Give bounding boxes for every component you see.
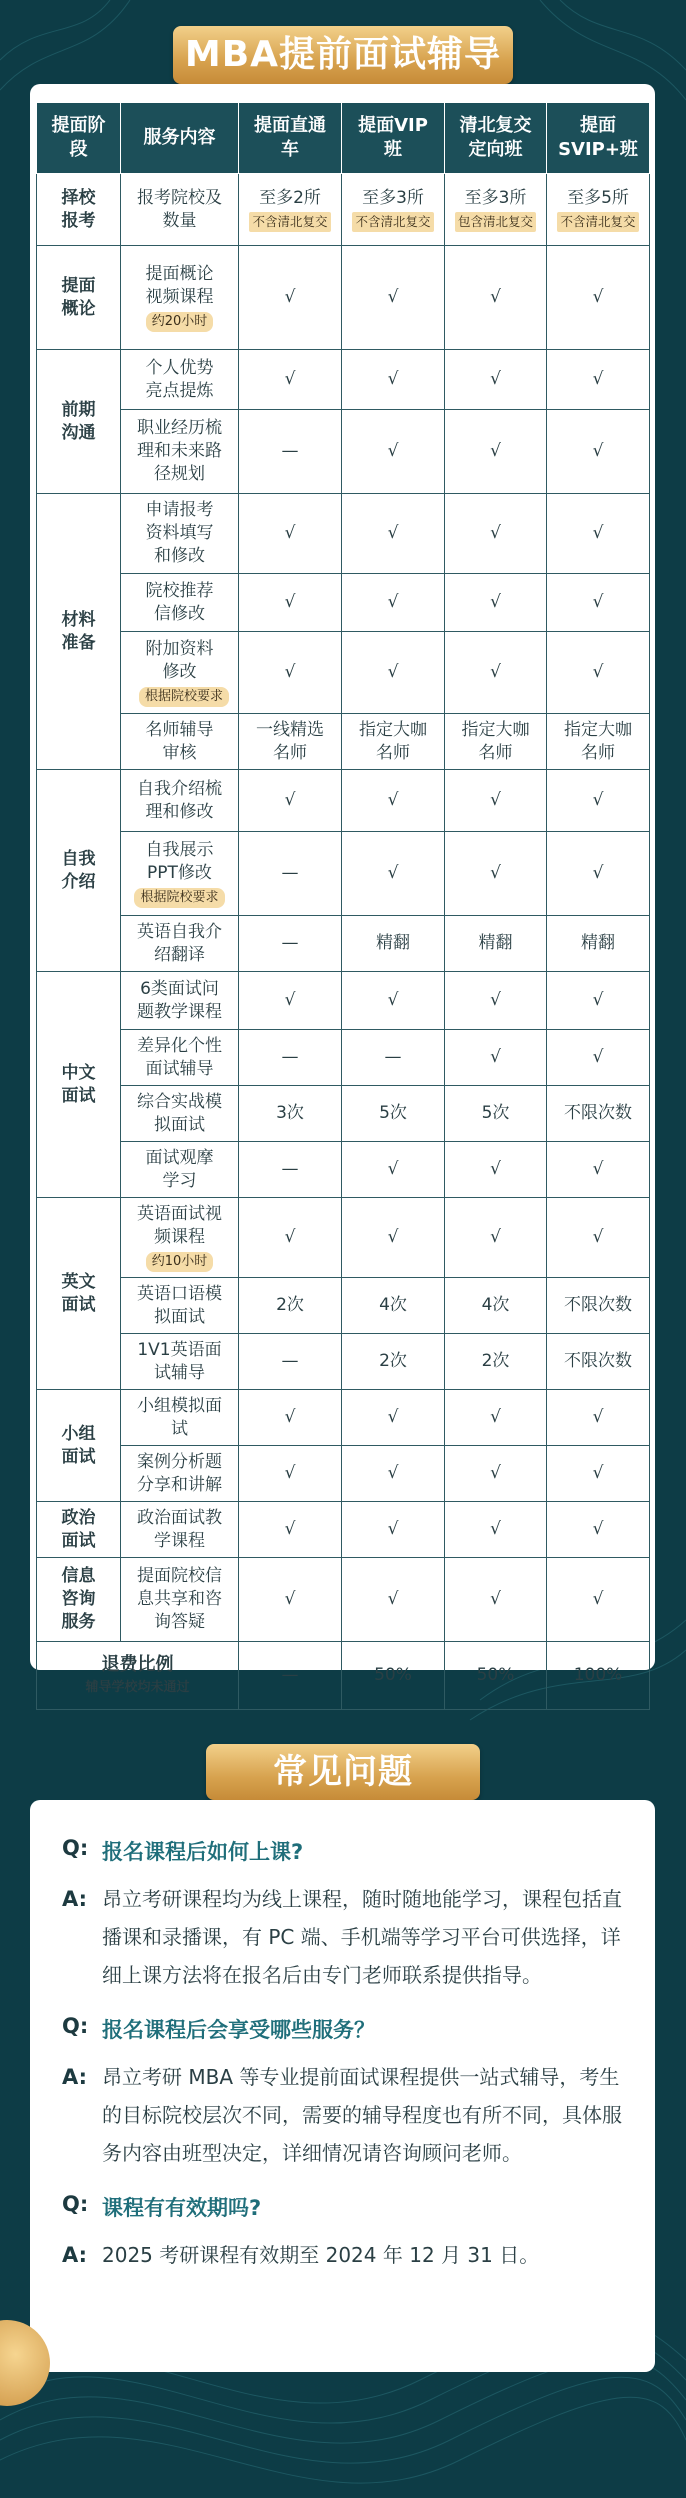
plan-cell: √	[445, 1198, 547, 1278]
service-tag: 根据院校要求	[139, 687, 229, 707]
answer-text: 昂立考研 MBA 等专业提前面试课程提供一站式辅导，考生的目标院校层次不同，需要的辅导程度也有所不同，具体服务内容由班型决定，详细情况请咨询顾问老师。	[102, 2065, 622, 2165]
service-tag: 约20小时	[146, 312, 214, 332]
question-text: 报名课程后如何上课?	[102, 1840, 304, 1864]
faq-answer	[62, 2058, 632, 2172]
plan-cell: —	[239, 1334, 342, 1390]
plan-cell: √	[445, 494, 547, 574]
plan-cell	[445, 174, 547, 246]
service-label: 职业经历梳理和未来路径规划	[137, 418, 222, 484]
plan-cell: √	[547, 1502, 650, 1558]
stage-label: 小组面试	[37, 1390, 121, 1502]
header-plan-basic: 提面直通车	[239, 103, 342, 174]
stage-label: 信息咨询服务	[37, 1558, 121, 1642]
stage-label: 提面概论	[37, 246, 121, 350]
plan-cell: √	[342, 972, 445, 1030]
service-label: 提面院校信息共享和咨询答疑	[137, 1566, 222, 1632]
faq-list	[62, 1836, 632, 2294]
plan-cell: √	[445, 574, 547, 632]
service-label: 英语面试视频课程	[137, 1204, 222, 1247]
page-title: MBA提前面试辅导	[184, 34, 502, 75]
plan-cell: √	[445, 1030, 547, 1086]
plan-cell: √	[445, 972, 547, 1030]
service-label: 政治面试教学课程	[137, 1507, 222, 1551]
plan-cell: √	[239, 574, 342, 632]
plan-cell	[547, 174, 650, 246]
stage-label: 英文面试	[37, 1198, 121, 1390]
service-label: 报考院校及数量	[121, 174, 239, 246]
plan-cell: √	[547, 1390, 650, 1446]
cell-tag: 包含清北复交	[455, 212, 536, 232]
plan-cell: √	[342, 246, 445, 350]
plan-cell: 不限次数	[547, 1334, 650, 1390]
service-item	[121, 1446, 239, 1502]
plan-cell: —	[239, 832, 342, 916]
question-key: Q:	[62, 1836, 89, 1860]
table-row	[37, 1558, 650, 1642]
plan-cell: √	[445, 410, 547, 494]
plan-cell: √	[445, 1446, 547, 1502]
faq-question	[62, 1836, 632, 1866]
table-row-refund	[37, 1642, 650, 1710]
plan-cell: √	[445, 770, 547, 832]
plan-cell: √	[445, 246, 547, 350]
plan-cell: √	[547, 1446, 650, 1502]
service-label: 面试观摩学习	[145, 1147, 214, 1191]
plan-cell: √	[239, 246, 342, 350]
plan-cell: 4次	[342, 1278, 445, 1334]
plan-cell: √	[342, 410, 445, 494]
plan-cell: √	[239, 1390, 342, 1446]
plan-cell: 指定大咖名师	[342, 714, 445, 770]
plan-cell: √	[342, 574, 445, 632]
service-item	[121, 916, 239, 972]
table-row	[37, 770, 650, 832]
table-row	[37, 1142, 650, 1198]
plan-cell: 5次	[342, 1086, 445, 1142]
table-row	[37, 246, 650, 350]
plan-cell: √	[547, 1030, 650, 1086]
service-tag: 根据院校要求	[134, 888, 224, 908]
cell-tag: 不含清北复交	[249, 212, 330, 232]
service-label: 差异化个性面试辅导	[137, 1035, 222, 1079]
service-tag: 约10小时	[146, 1252, 214, 1272]
header-plan-tsinghua: 清北复交定向班	[445, 103, 547, 174]
service-label: 综合实战模拟面试	[137, 1091, 222, 1135]
service-item	[121, 246, 239, 350]
service-label: 附加资料修改	[145, 639, 214, 682]
question-key: Q:	[62, 2192, 89, 2216]
cell-value: 至多5所	[567, 187, 629, 208]
plan-cell: √	[445, 350, 547, 410]
question-key: Q:	[62, 2014, 89, 2038]
plan-cell: 5次	[445, 1086, 547, 1142]
plan-cell: √	[342, 1502, 445, 1558]
service-item	[121, 832, 239, 916]
plan-cell: √	[342, 1446, 445, 1502]
plan-cell: 精翻	[547, 916, 650, 972]
service-item	[121, 1198, 239, 1278]
service-item	[121, 714, 239, 770]
service-item	[121, 770, 239, 832]
plan-cell	[239, 174, 342, 246]
table-row	[37, 1030, 650, 1086]
plan-cell: √	[445, 832, 547, 916]
plan-cell: √	[445, 1142, 547, 1198]
plan-cell: √	[239, 632, 342, 714]
plan-cell: —	[342, 1030, 445, 1086]
plan-cell: √	[445, 1558, 547, 1642]
plan-cell: √	[342, 494, 445, 574]
plan-cell: 指定大咖名师	[445, 714, 547, 770]
plan-cell: 指定大咖名师	[547, 714, 650, 770]
answer-key: A:	[62, 1887, 88, 1911]
refund-cell: —	[239, 1642, 342, 1710]
header-service: 服务内容	[121, 103, 239, 174]
plan-cell: √	[342, 1142, 445, 1198]
table-row	[37, 916, 650, 972]
service-label: 申请报考资料填写和修改	[145, 500, 214, 566]
plan-cell: √	[547, 632, 650, 714]
plan-cell: 3次	[239, 1086, 342, 1142]
plan-cell: 4次	[445, 1278, 547, 1334]
table-row	[37, 410, 650, 494]
plan-cell: √	[547, 1558, 650, 1642]
table-row	[37, 494, 650, 574]
plan-cell: √	[547, 972, 650, 1030]
faq-question	[62, 2192, 632, 2222]
stage-label: 自我介绍	[37, 770, 121, 972]
plan-cell: √	[445, 1390, 547, 1446]
service-item	[121, 574, 239, 632]
service-label: 6类面试问题教学课程	[137, 978, 222, 1022]
refund-cell: 50%	[342, 1642, 445, 1710]
table-row	[37, 574, 650, 632]
comparison-card	[30, 84, 655, 1695]
service-label: 院校推荐信修改	[145, 580, 214, 624]
cell-tag: 不含清北复交	[352, 212, 433, 232]
plan-cell: √	[342, 1390, 445, 1446]
plan-cell: √	[342, 632, 445, 714]
plan-cell: 不限次数	[547, 1278, 650, 1334]
plan-cell: √	[547, 246, 650, 350]
plan-cell: √	[342, 770, 445, 832]
plan-cell: √	[445, 1502, 547, 1558]
service-label: 自我介绍梳理和修改	[137, 778, 222, 822]
table-row	[37, 972, 650, 1030]
table-header-row	[37, 103, 650, 174]
plan-cell: 2次	[239, 1278, 342, 1334]
faq-title: 常见问题	[273, 1752, 413, 1792]
plan-cell: √	[547, 770, 650, 832]
plan-cell: √	[547, 350, 650, 410]
table-row	[37, 1334, 650, 1390]
plan-cell: 不限次数	[547, 1086, 650, 1142]
plan-cell: √	[547, 574, 650, 632]
service-item	[121, 350, 239, 410]
plan-cell: √	[547, 1198, 650, 1278]
cell-tag: 不含清北复交	[557, 212, 638, 232]
stage-label: 择校报考	[37, 174, 121, 246]
table-row	[37, 1198, 650, 1278]
service-item	[121, 1142, 239, 1198]
refund-label-cell	[37, 1642, 239, 1710]
refund-condition: 辅导学校均未通过	[85, 1679, 190, 1695]
plan-cell: 精翻	[342, 916, 445, 972]
service-item	[121, 972, 239, 1030]
service-label: 名师辅导审核	[145, 719, 214, 763]
faq-card	[30, 1800, 655, 2372]
service-item	[121, 1390, 239, 1446]
service-label: 案例分析题分享和讲解	[137, 1451, 222, 1495]
service-label: 1V1英语面试辅导	[137, 1339, 222, 1383]
plan-cell: √	[239, 1198, 342, 1278]
service-item	[121, 1030, 239, 1086]
faq-answer	[62, 2236, 632, 2274]
plan-cell: √	[547, 410, 650, 494]
service-label: 自我展示PPT修改	[145, 840, 214, 883]
service-label: 英语口语模拟面试	[137, 1283, 222, 1327]
table-row	[37, 1502, 650, 1558]
answer-text: 昂立考研课程均为线上课程，随时随地能学习，课程包括直播课和录播课，有 PC 端、手机端等学习平台可供选择，详细上课方法将在报名后由专门老师联系提供指导。	[102, 1887, 622, 1987]
stage-label: 材料准备	[37, 494, 121, 770]
service-item	[121, 494, 239, 574]
plan-cell: 2次	[342, 1334, 445, 1390]
plan-cell: √	[239, 350, 342, 410]
plan-cell: √	[547, 1142, 650, 1198]
faq-title-banner	[206, 1744, 480, 1800]
plan-cell: √	[239, 1502, 342, 1558]
cell-value: 至多3所	[464, 187, 527, 208]
plan-cell: 精翻	[445, 916, 547, 972]
service-label: 个人优势亮点提炼	[145, 357, 214, 401]
stage-label: 前期沟通	[37, 350, 121, 494]
table-row	[37, 1390, 650, 1446]
course-comparison-table	[36, 102, 650, 1710]
table-row	[37, 350, 650, 410]
table-row	[37, 1446, 650, 1502]
cell-value: 至多2所	[259, 187, 321, 208]
service-item	[121, 410, 239, 494]
plan-cell: √	[239, 494, 342, 574]
answer-key: A:	[62, 2243, 88, 2267]
question-text: 课程有有效期吗?	[102, 2196, 262, 2220]
stage-label: 政治面试	[37, 1502, 121, 1558]
service-label: 小组模拟面试	[137, 1395, 222, 1439]
plan-cell: —	[239, 1142, 342, 1198]
header-plan-svip: 提面SVIP+班	[547, 103, 650, 174]
table-row	[37, 832, 650, 916]
plan-cell: √	[239, 770, 342, 832]
service-label: 提面概论视频课程	[145, 264, 214, 307]
plan-cell: √	[239, 1558, 342, 1642]
refund-cell: 100%	[547, 1642, 650, 1710]
service-item	[121, 1278, 239, 1334]
plan-cell: √	[342, 1198, 445, 1278]
plan-cell: √	[342, 350, 445, 410]
stage-label: 中文面试	[37, 972, 121, 1198]
plan-cell: √	[547, 494, 650, 574]
service-label: 英语自我介绍翻译	[137, 921, 222, 965]
faq-question	[62, 2014, 632, 2044]
answer-key: A:	[62, 2065, 88, 2089]
plan-cell: 一线精选名师	[239, 714, 342, 770]
plan-cell: √	[342, 1558, 445, 1642]
table-row	[37, 1278, 650, 1334]
plan-cell: —	[239, 916, 342, 972]
plan-cell	[342, 174, 445, 246]
plan-cell: √	[445, 632, 547, 714]
service-item	[121, 1502, 239, 1558]
table-row-school	[37, 174, 650, 246]
table-row	[37, 714, 650, 770]
service-item	[121, 1334, 239, 1390]
plan-cell: —	[239, 410, 342, 494]
plan-cell: √	[547, 832, 650, 916]
page-title-banner	[173, 26, 513, 84]
refund-label: 退费比例	[101, 1653, 174, 1675]
service-item	[121, 1558, 239, 1642]
plan-cell: √	[342, 832, 445, 916]
service-item	[121, 1086, 239, 1142]
table-row	[37, 632, 650, 714]
plan-cell: √	[239, 1446, 342, 1502]
plan-cell: √	[239, 972, 342, 1030]
question-text: 报名课程后会享受哪些服务？	[102, 2018, 375, 2042]
answer-text: 2025 考研课程有效期至 2024 年 12 月 31 日。	[102, 2243, 540, 2267]
service-item	[121, 632, 239, 714]
faq-answer	[62, 1880, 632, 1994]
header-stage: 提面阶段	[37, 103, 121, 174]
header-plan-vip: 提面VIP班	[342, 103, 445, 174]
plan-cell: 2次	[445, 1334, 547, 1390]
table-row	[37, 1086, 650, 1142]
plan-cell: —	[239, 1030, 342, 1086]
refund-cell: 50%	[445, 1642, 547, 1710]
cell-value: 至多3所	[362, 187, 424, 208]
